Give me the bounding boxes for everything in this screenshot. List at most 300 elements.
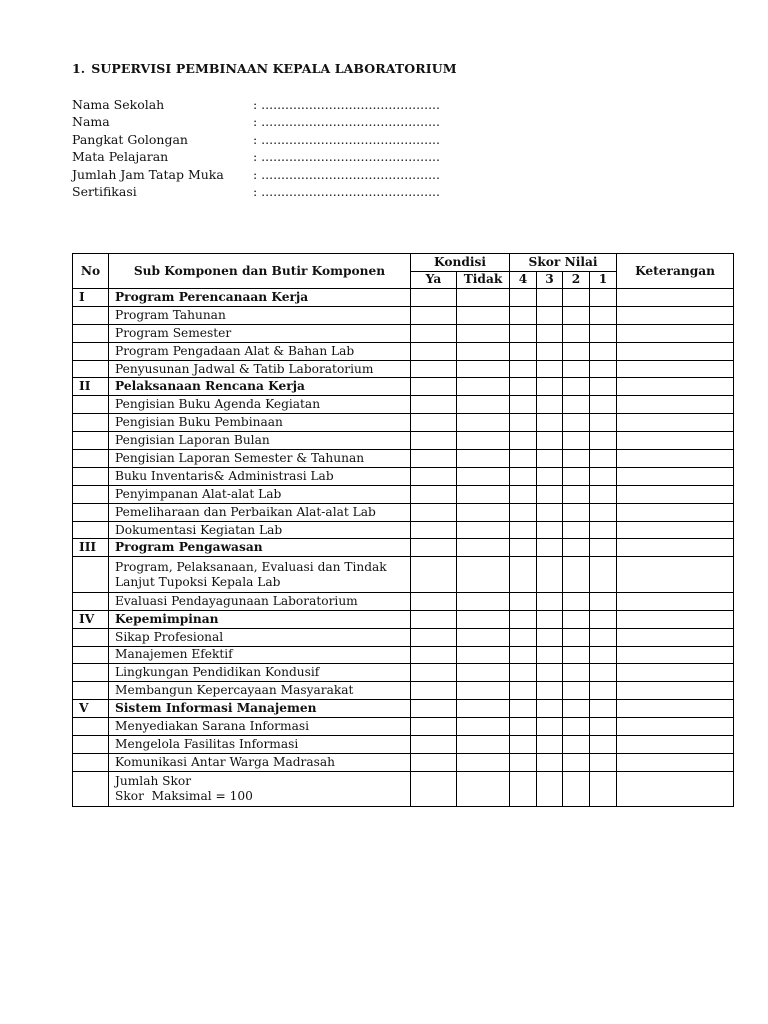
cell-score-4[interactable] bbox=[510, 771, 537, 807]
cell-tidak[interactable] bbox=[457, 432, 510, 450]
cell-score-4[interactable] bbox=[510, 342, 537, 360]
header-skor-nilai: Skor Nilai bbox=[510, 254, 617, 272]
cell-score-1[interactable] bbox=[590, 592, 617, 610]
item-label: Evaluasi Pendayagunaan Laboratorium bbox=[109, 592, 411, 610]
info-label: Nama bbox=[72, 114, 110, 130]
cell-score-4[interactable] bbox=[510, 467, 537, 485]
cell-score-3[interactable] bbox=[537, 503, 563, 521]
section-number: I bbox=[73, 289, 109, 307]
cell-tidak[interactable] bbox=[457, 503, 510, 521]
table-row bbox=[73, 342, 734, 360]
cell-score-1[interactable] bbox=[590, 771, 617, 807]
cell-score-3[interactable] bbox=[537, 753, 563, 771]
cell-score-1[interactable] bbox=[590, 360, 617, 378]
cell-score-3[interactable] bbox=[537, 664, 563, 682]
cell-tidak[interactable] bbox=[457, 450, 510, 468]
cell-tidak[interactable] bbox=[457, 664, 510, 682]
cell-score-2[interactable] bbox=[563, 432, 590, 450]
cell-score-2[interactable] bbox=[563, 414, 590, 432]
item-label: Pengisian Laporan Semester & Tahunan bbox=[109, 450, 411, 468]
table-row bbox=[73, 521, 734, 539]
cell-tidak[interactable] bbox=[457, 592, 510, 610]
cell-keterangan[interactable] bbox=[617, 682, 734, 700]
row-number-cell bbox=[73, 735, 109, 753]
cell-score-4[interactable] bbox=[510, 450, 537, 468]
cell-ya[interactable] bbox=[411, 628, 457, 646]
cell-score-4[interactable] bbox=[510, 432, 537, 450]
row-number-cell bbox=[73, 432, 109, 450]
cell-score-3[interactable] bbox=[537, 342, 563, 360]
cell-score-1[interactable] bbox=[590, 557, 617, 593]
cell-ya[interactable] bbox=[411, 450, 457, 468]
cell-score-2[interactable] bbox=[563, 467, 590, 485]
table-row bbox=[73, 557, 734, 593]
row-number-cell bbox=[73, 592, 109, 610]
info-value-field[interactable]: : ............................................. bbox=[253, 149, 440, 165]
cell-score-3[interactable] bbox=[537, 610, 563, 628]
cell-tidak[interactable] bbox=[457, 753, 510, 771]
section-number: II bbox=[73, 378, 109, 396]
cell-score-3[interactable] bbox=[537, 700, 563, 718]
row-number-cell bbox=[73, 771, 109, 807]
cell-tidak[interactable] bbox=[457, 646, 510, 664]
table-row bbox=[73, 324, 734, 342]
item-label: Pengisian Buku Agenda Kegiatan bbox=[109, 396, 411, 414]
cell-score-1[interactable] bbox=[590, 700, 617, 718]
cell-ya[interactable] bbox=[411, 485, 457, 503]
table-header bbox=[73, 254, 734, 289]
cell-tidak[interactable] bbox=[457, 342, 510, 360]
cell-score-2[interactable] bbox=[563, 718, 590, 736]
cell-keterangan[interactable] bbox=[617, 414, 734, 432]
cell-ya[interactable] bbox=[411, 324, 457, 342]
cell-ya[interactable] bbox=[411, 539, 457, 557]
info-label: Nama Sekolah bbox=[72, 97, 165, 112]
cell-score-3[interactable] bbox=[537, 682, 563, 700]
cell-score-4[interactable] bbox=[510, 664, 537, 682]
table-row bbox=[73, 306, 734, 324]
cell-score-2[interactable] bbox=[563, 360, 590, 378]
table-row bbox=[73, 432, 734, 450]
cell-score-3[interactable] bbox=[537, 718, 563, 736]
item-label: Sikap Profesional bbox=[109, 628, 411, 646]
cell-ya[interactable] bbox=[411, 664, 457, 682]
cell-score-1[interactable] bbox=[590, 467, 617, 485]
cell-score-2[interactable] bbox=[563, 628, 590, 646]
cell-ya[interactable] bbox=[411, 432, 457, 450]
cell-score-4[interactable] bbox=[510, 503, 537, 521]
row-number-cell bbox=[73, 628, 109, 646]
cell-score-1[interactable] bbox=[590, 646, 617, 664]
cell-score-4[interactable] bbox=[510, 306, 537, 324]
cell-score-3[interactable] bbox=[537, 485, 563, 503]
info-value-field[interactable]: : ............................................. bbox=[253, 166, 440, 182]
cell-score-4[interactable] bbox=[510, 289, 537, 307]
table-body bbox=[73, 289, 734, 807]
cell-score-1[interactable] bbox=[590, 485, 617, 503]
cell-score-4[interactable] bbox=[510, 592, 537, 610]
cell-tidak[interactable] bbox=[457, 771, 510, 807]
cell-tidak[interactable] bbox=[457, 396, 510, 414]
cell-score-2[interactable] bbox=[563, 700, 590, 718]
table-row bbox=[73, 414, 734, 432]
item-label: Buku Inventaris& Administrasi Lab bbox=[109, 467, 411, 485]
cell-score-2[interactable] bbox=[563, 664, 590, 682]
cell-keterangan[interactable] bbox=[617, 700, 734, 718]
row-number-cell bbox=[73, 467, 109, 485]
cell-score-4[interactable] bbox=[510, 700, 537, 718]
row-number-cell bbox=[73, 664, 109, 682]
cell-tidak[interactable] bbox=[457, 718, 510, 736]
cell-tidak[interactable] bbox=[457, 378, 510, 396]
cell-score-2[interactable] bbox=[563, 485, 590, 503]
section-title: Kepemimpinan bbox=[109, 610, 411, 628]
header-no: No bbox=[73, 254, 109, 289]
cell-score-1[interactable] bbox=[590, 753, 617, 771]
section-row bbox=[73, 700, 734, 718]
cell-ya[interactable] bbox=[411, 646, 457, 664]
table-row bbox=[73, 396, 734, 414]
cell-tidak[interactable] bbox=[457, 521, 510, 539]
cell-ya[interactable] bbox=[411, 289, 457, 307]
cell-score-3[interactable] bbox=[537, 735, 563, 753]
cell-score-2[interactable] bbox=[563, 735, 590, 753]
cell-score-4[interactable] bbox=[510, 378, 537, 396]
section-row bbox=[73, 610, 734, 628]
cell-score-1[interactable] bbox=[590, 718, 617, 736]
cell-score-1[interactable] bbox=[590, 414, 617, 432]
info-value-field[interactable]: : ............................................. bbox=[253, 131, 440, 147]
cell-keterangan[interactable] bbox=[617, 628, 734, 646]
cell-ya[interactable] bbox=[411, 306, 457, 324]
item-label: Membangun Kepercayaan Masyarakat bbox=[109, 682, 411, 700]
cell-score-2[interactable] bbox=[563, 592, 590, 610]
cell-score-2[interactable] bbox=[563, 342, 590, 360]
cell-tidak[interactable] bbox=[457, 628, 510, 646]
cell-tidak[interactable] bbox=[457, 324, 510, 342]
cell-keterangan[interactable] bbox=[617, 342, 734, 360]
cell-score-1[interactable] bbox=[590, 306, 617, 324]
cell-score-1[interactable] bbox=[590, 610, 617, 628]
cell-tidak[interactable] bbox=[457, 557, 510, 593]
cell-score-2[interactable] bbox=[563, 771, 590, 807]
cell-score-2[interactable] bbox=[563, 646, 590, 664]
cell-keterangan[interactable] bbox=[617, 396, 734, 414]
cell-score-4[interactable] bbox=[510, 360, 537, 378]
section-row bbox=[73, 289, 734, 307]
cell-ya[interactable] bbox=[411, 682, 457, 700]
cell-score-1[interactable] bbox=[590, 450, 617, 468]
cell-score-1[interactable] bbox=[590, 396, 617, 414]
header-keterangan: Keterangan bbox=[617, 254, 734, 289]
cell-keterangan[interactable] bbox=[617, 718, 734, 736]
cell-tidak[interactable] bbox=[457, 700, 510, 718]
cell-ya[interactable] bbox=[411, 342, 457, 360]
info-value-field[interactable]: : ............................................. bbox=[253, 183, 440, 199]
title-text: SUPERVISI PEMBINAAN KEPALA LABORATORIUM bbox=[91, 61, 457, 76]
item-label: Komunikasi Antar Warga Madrasah bbox=[109, 753, 411, 771]
cell-score-4[interactable] bbox=[510, 610, 537, 628]
cell-tidak[interactable] bbox=[457, 414, 510, 432]
cell-score-4[interactable] bbox=[510, 718, 537, 736]
cell-tidak[interactable] bbox=[457, 485, 510, 503]
total-label-cell bbox=[109, 771, 411, 807]
cell-ya[interactable] bbox=[411, 592, 457, 610]
cell-score-2[interactable] bbox=[563, 753, 590, 771]
row-number-cell bbox=[73, 646, 109, 664]
row-number-cell bbox=[73, 557, 109, 593]
cell-score-3[interactable] bbox=[537, 432, 563, 450]
cell-keterangan[interactable] bbox=[617, 539, 734, 557]
cell-score-3[interactable] bbox=[537, 450, 563, 468]
cell-score-4[interactable] bbox=[510, 646, 537, 664]
cell-score-3[interactable] bbox=[537, 521, 563, 539]
cell-score-4[interactable] bbox=[510, 557, 537, 593]
cell-score-4[interactable] bbox=[510, 485, 537, 503]
section-row bbox=[73, 539, 734, 557]
item-label: Program Pengadaan Alat & Bahan Lab bbox=[109, 342, 411, 360]
section-number: IV bbox=[73, 610, 109, 628]
item-label: Program, Pelaksanaan, Evaluasi dan Tindak Lanjut Tupoksi Kepala Lab bbox=[109, 557, 411, 593]
cell-score-2[interactable] bbox=[563, 289, 590, 307]
table-row bbox=[73, 592, 734, 610]
table-row bbox=[73, 360, 734, 378]
cell-score-1[interactable] bbox=[590, 342, 617, 360]
cell-score-2[interactable] bbox=[563, 378, 590, 396]
cell-keterangan[interactable] bbox=[617, 432, 734, 450]
table-row bbox=[73, 735, 734, 753]
cell-score-4[interactable] bbox=[510, 539, 537, 557]
cell-tidak[interactable] bbox=[457, 735, 510, 753]
cell-keterangan[interactable] bbox=[617, 646, 734, 664]
header-score-3: 3 bbox=[537, 271, 563, 289]
table-row bbox=[73, 753, 734, 771]
cell-score-1[interactable] bbox=[590, 378, 617, 396]
table-row bbox=[73, 664, 734, 682]
cell-ya[interactable] bbox=[411, 610, 457, 628]
cell-score-1[interactable] bbox=[590, 539, 617, 557]
title-number: 1. bbox=[72, 61, 86, 76]
cell-ya[interactable] bbox=[411, 753, 457, 771]
section-title: Pelaksanaan Rencana Kerja bbox=[109, 378, 411, 396]
total-row bbox=[73, 771, 734, 807]
item-label: Dokumentasi Kegiatan Lab bbox=[109, 521, 411, 539]
cell-keterangan[interactable] bbox=[617, 735, 734, 753]
cell-keterangan[interactable] bbox=[617, 378, 734, 396]
cell-score-2[interactable] bbox=[563, 682, 590, 700]
cell-score-3[interactable] bbox=[537, 557, 563, 593]
cell-score-1[interactable] bbox=[590, 503, 617, 521]
cell-keterangan[interactable] bbox=[617, 557, 734, 593]
cell-score-4[interactable] bbox=[510, 735, 537, 753]
cell-ya[interactable] bbox=[411, 396, 457, 414]
cell-score-3[interactable] bbox=[537, 467, 563, 485]
row-number-cell bbox=[73, 682, 109, 700]
row-number-cell bbox=[73, 324, 109, 342]
section-title: Program Perencanaan Kerja bbox=[109, 289, 411, 307]
cell-score-4[interactable] bbox=[510, 753, 537, 771]
cell-score-4[interactable] bbox=[510, 324, 537, 342]
cell-score-2[interactable] bbox=[563, 503, 590, 521]
row-number-cell bbox=[73, 718, 109, 736]
cell-score-1[interactable] bbox=[590, 682, 617, 700]
document-title bbox=[72, 61, 457, 76]
info-label: Pangkat Golongan bbox=[72, 131, 188, 147]
cell-ya[interactable] bbox=[411, 521, 457, 539]
item-label: Penyimpanan Alat-alat Lab bbox=[109, 485, 411, 503]
jumlah-skor-label: Jumlah Skor bbox=[115, 774, 192, 789]
cell-score-2[interactable] bbox=[563, 521, 590, 539]
item-label: Program Semester bbox=[109, 324, 411, 342]
cell-tidak[interactable] bbox=[457, 289, 510, 307]
section-number: V bbox=[73, 700, 109, 718]
cell-tidak[interactable] bbox=[457, 682, 510, 700]
cell-keterangan[interactable] bbox=[617, 306, 734, 324]
header-score-1: 1 bbox=[590, 271, 617, 289]
cell-score-1[interactable] bbox=[590, 628, 617, 646]
cell-score-4[interactable] bbox=[510, 414, 537, 432]
cell-keterangan[interactable] bbox=[617, 485, 734, 503]
row-number-cell bbox=[73, 360, 109, 378]
cell-score-4[interactable] bbox=[510, 521, 537, 539]
item-label: Lingkungan Pendidikan Kondusif bbox=[109, 664, 411, 682]
cell-ya[interactable] bbox=[411, 557, 457, 593]
cell-score-1[interactable] bbox=[590, 324, 617, 342]
row-number-cell bbox=[73, 306, 109, 324]
cell-score-3[interactable] bbox=[537, 378, 563, 396]
section-title: Sistem Informasi Manajemen bbox=[109, 700, 411, 718]
cell-score-2[interactable] bbox=[563, 450, 590, 468]
item-label: Penyusunan Jadwal & Tatib Laboratorium bbox=[109, 360, 411, 378]
section-number: III bbox=[73, 539, 109, 557]
cell-score-1[interactable] bbox=[590, 735, 617, 753]
cell-score-2[interactable] bbox=[563, 557, 590, 593]
row-number-cell bbox=[73, 396, 109, 414]
cell-keterangan[interactable] bbox=[617, 521, 734, 539]
cell-score-4[interactable] bbox=[510, 396, 537, 414]
cell-score-3[interactable] bbox=[537, 289, 563, 307]
cell-score-3[interactable] bbox=[537, 646, 563, 664]
table-row bbox=[73, 682, 734, 700]
cell-score-3[interactable] bbox=[537, 306, 563, 324]
cell-ya[interactable] bbox=[411, 360, 457, 378]
section-row bbox=[73, 378, 734, 396]
cell-tidak[interactable] bbox=[457, 467, 510, 485]
table-row bbox=[73, 628, 734, 646]
cell-keterangan[interactable] bbox=[617, 324, 734, 342]
row-number-cell bbox=[73, 521, 109, 539]
header-tidak: Tidak bbox=[457, 271, 510, 289]
cell-keterangan[interactable] bbox=[617, 289, 734, 307]
table-row bbox=[73, 503, 734, 521]
cell-tidak[interactable] bbox=[457, 306, 510, 324]
cell-ya[interactable] bbox=[411, 503, 457, 521]
table-row bbox=[73, 450, 734, 468]
row-number-cell bbox=[73, 414, 109, 432]
header-component: Sub Komponen dan Butir Komponen bbox=[109, 254, 411, 289]
cell-ya[interactable] bbox=[411, 718, 457, 736]
cell-keterangan[interactable] bbox=[617, 467, 734, 485]
header-score-2: 2 bbox=[563, 271, 590, 289]
cell-ya[interactable] bbox=[411, 700, 457, 718]
info-value-field[interactable]: : ............................................. bbox=[253, 97, 440, 112]
cell-score-2[interactable] bbox=[563, 324, 590, 342]
cell-keterangan[interactable] bbox=[617, 360, 734, 378]
cell-keterangan[interactable] bbox=[617, 450, 734, 468]
cell-tidak[interactable] bbox=[457, 360, 510, 378]
cell-score-2[interactable] bbox=[563, 306, 590, 324]
cell-ya[interactable] bbox=[411, 771, 457, 807]
row-number-cell bbox=[73, 485, 109, 503]
table-row bbox=[73, 485, 734, 503]
cell-keterangan[interactable] bbox=[617, 771, 734, 807]
table-row bbox=[73, 718, 734, 736]
cell-score-4[interactable] bbox=[510, 628, 537, 646]
cell-tidak[interactable] bbox=[457, 610, 510, 628]
cell-score-1[interactable] bbox=[590, 521, 617, 539]
skor-maksimal-label: Skor Maksimal = 100 bbox=[115, 789, 253, 804]
cell-ya[interactable] bbox=[411, 467, 457, 485]
cell-keterangan[interactable] bbox=[617, 503, 734, 521]
cell-score-1[interactable] bbox=[590, 289, 617, 307]
cell-tidak[interactable] bbox=[457, 539, 510, 557]
section-title: Program Pengawasan bbox=[109, 539, 411, 557]
item-label: Manajemen Efektif bbox=[109, 646, 411, 664]
row-number-cell bbox=[73, 753, 109, 771]
info-value-field[interactable]: : ............................................. bbox=[253, 114, 440, 130]
cell-ya[interactable] bbox=[411, 378, 457, 396]
row-number-cell bbox=[73, 450, 109, 468]
cell-score-3[interactable] bbox=[537, 414, 563, 432]
cell-keterangan[interactable] bbox=[617, 592, 734, 610]
header-score-4: 4 bbox=[510, 271, 537, 289]
cell-keterangan[interactable] bbox=[617, 664, 734, 682]
cell-keterangan[interactable] bbox=[617, 610, 734, 628]
cell-ya[interactable] bbox=[411, 414, 457, 432]
cell-score-1[interactable] bbox=[590, 432, 617, 450]
item-label: Pemeliharaan dan Perbaikan Alat-alat Lab bbox=[109, 503, 411, 521]
header-kondisi: Kondisi bbox=[411, 254, 510, 272]
cell-score-3[interactable] bbox=[537, 360, 563, 378]
header-ya: Ya bbox=[411, 271, 457, 289]
row-number-cell bbox=[73, 503, 109, 521]
supervision-table bbox=[72, 253, 734, 807]
cell-score-1[interactable] bbox=[590, 664, 617, 682]
cell-keterangan[interactable] bbox=[617, 753, 734, 771]
table-row bbox=[73, 467, 734, 485]
cell-score-2[interactable] bbox=[563, 539, 590, 557]
info-label: Jumlah Jam Tatap Muka bbox=[72, 166, 224, 182]
info-label: Mata Pelajaran bbox=[72, 149, 169, 165]
cell-score-2[interactable] bbox=[563, 396, 590, 414]
cell-score-3[interactable] bbox=[537, 396, 563, 414]
item-label: Pengisian Laporan Bulan bbox=[109, 432, 411, 450]
item-label: Program Tahunan bbox=[109, 306, 411, 324]
cell-score-2[interactable] bbox=[563, 610, 590, 628]
cell-score-4[interactable] bbox=[510, 682, 537, 700]
cell-score-3[interactable] bbox=[537, 771, 563, 807]
item-label: Pengisian Buku Pembinaan bbox=[109, 414, 411, 432]
item-label: Mengelola Fasilitas Informasi bbox=[109, 735, 411, 753]
cell-score-3[interactable] bbox=[537, 539, 563, 557]
header-row bbox=[73, 254, 734, 272]
cell-ya[interactable] bbox=[411, 735, 457, 753]
table-row bbox=[73, 646, 734, 664]
cell-score-3[interactable] bbox=[537, 592, 563, 610]
row-number-cell bbox=[73, 342, 109, 360]
cell-score-3[interactable] bbox=[537, 628, 563, 646]
cell-score-3[interactable] bbox=[537, 324, 563, 342]
